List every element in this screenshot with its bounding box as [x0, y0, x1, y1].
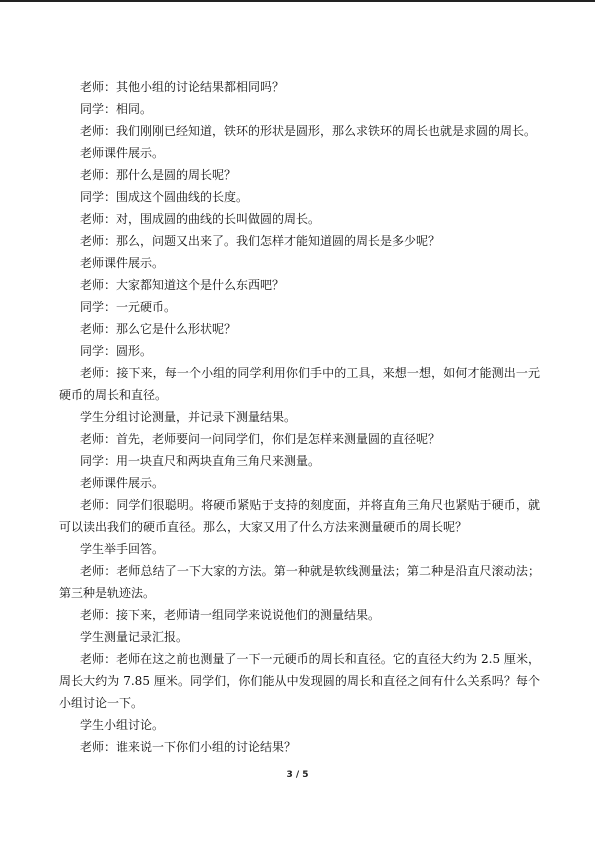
- paragraph: 老师：那什么是圆的周长呢？: [80, 168, 237, 182]
- paragraph: 老师：其他小组的讨论结果都相同吗？: [80, 80, 285, 94]
- paragraph: 老师：那么它是什么形状呢？: [80, 322, 237, 336]
- paragraph: 老师：同学们很聪明。将硬币紧贴于支持的刻度面，并将直角三角尺也紧贴于硬币，就可以读出我们的硬币直径。那么，大家又用了什么方法来测量硬币的周长呢？: [59, 498, 540, 534]
- paragraph: 同学：一元硬币。: [80, 300, 177, 314]
- paragraph: 学生分组讨论测量，并记录下测量结果。: [80, 410, 297, 424]
- paragraph: 老师：接下来，老师请一组同学来说说他们的测量结果。: [80, 608, 381, 622]
- paragraph: 老师课件展示。: [80, 146, 165, 160]
- paragraph: 老师：谁来说一下你们小组的讨论结果？: [80, 740, 297, 754]
- paragraph: 学生举手回答。: [80, 542, 165, 556]
- paragraph: 老师：那么，问题又出来了。我们怎样才能知道圆的周长是多少呢？: [80, 234, 441, 248]
- document-body: [59, 76, 540, 758]
- paragraph: 老师课件展示。: [80, 256, 165, 270]
- paragraph: 同学：圆形。: [80, 344, 153, 358]
- paragraph: 同学：围成这个圆曲线的长度。: [80, 190, 249, 204]
- page-number: 3 / 5: [286, 770, 309, 780]
- paragraph: 老师：老师在这之前也测量了一下一元硬币的周长和直径。它的直径大约为 2.5 厘米，周长大约为 7.85 厘米。同学们，你们能从中发现圆的周长和直径之间有什么关系吗？每个小组讨论一下。: [59, 652, 540, 710]
- paragraph: 老师：老师总结了一下大家的方法。第一种就是软线测量法；第二种是沿直尺滚动法；第三种是轨迹法。: [59, 564, 540, 600]
- paragraph: 老师：对，围成圆的曲线的长叫做圆的周长。: [80, 212, 321, 226]
- paragraph: 学生测量记录汇报。: [80, 630, 189, 644]
- paragraph: 老师：我们刚刚已经知道，铁环的形状是圆形，那么求铁环的周长也就是求圆的周长。: [80, 124, 537, 138]
- paragraph: 老师课件展示。: [80, 476, 165, 490]
- paragraph: 学生小组讨论。: [80, 718, 165, 732]
- paragraph: 老师：首先，老师要问一问同学们，你们是怎样来测量圆的直径呢？: [80, 432, 441, 446]
- paragraph: 同学：相同。: [80, 102, 153, 116]
- paragraph: 老师：大家都知道这个是什么东西吧？: [80, 278, 285, 292]
- paragraph: 老师：接下来，每一个小组的同学利用你们手中的工具，来想一想，如何才能测出一元硬币的周长和直径。: [59, 366, 540, 402]
- paragraph: 同学：用一块直尺和两块直角三角尺来测量。: [80, 454, 321, 468]
